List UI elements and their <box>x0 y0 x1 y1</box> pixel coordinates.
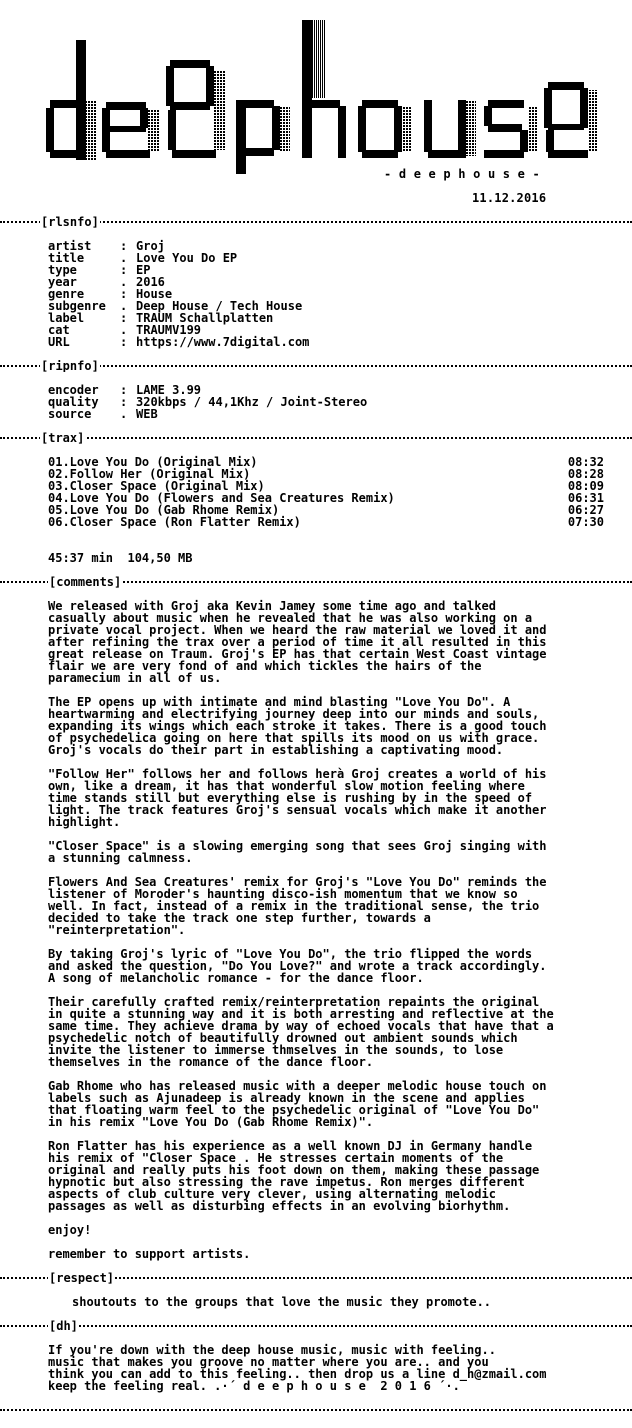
comment-paragraph: Their carefully crafted remix/reinterpretation repaints the original in quite a stunning way and it is both arresting and reflective at the same time. They achieve drama by way of echoed vocals that have that a psychedelic notch of beautifully drowned out ambient sounds which invite the listener to immerse thmselves in the sounds, to lose themselves in the romance of the dance floor. <box>48 995 554 1069</box>
info-separator: . <box>120 275 128 289</box>
info-key: type <box>48 263 77 277</box>
track-duration: 06:27 <box>567 503 604 517</box>
release-date: 11.12.2016 <box>472 191 547 205</box>
track-row <box>48 516 604 528</box>
info-value: 320kbps / 44,1Khz / Joint-Stereo <box>136 395 368 409</box>
subtitle: - d e e p h o u s e - <box>384 167 540 181</box>
section-comments <box>0 576 632 588</box>
info-separator: : <box>120 383 128 397</box>
section-label: [rlsnfo] <box>41 216 99 228</box>
section-label: [trax] <box>41 432 85 444</box>
info-separator: : <box>120 335 128 349</box>
info-row <box>48 396 614 408</box>
info-separator: : <box>120 287 128 301</box>
section-rlsnfo <box>0 216 632 228</box>
comment-paragraph: Flowers And Sea Creatures' remix for Groj's "Love You Do" reminds the listener of Moroder's haunting disco-ish momentum that we know so well. In fact, instead of a remix in the traditional sense, the trio decided to take the track one step further, towards a "reinterpretation". <box>48 875 547 937</box>
info-row <box>48 408 614 420</box>
info-value: House <box>136 287 173 301</box>
info-row <box>48 264 614 276</box>
track-title: 02.Follow Her (Original Mix) <box>48 467 251 481</box>
section-trax <box>0 432 632 444</box>
info-key: cat <box>48 323 70 337</box>
section-dh <box>0 1320 632 1332</box>
info-value: https://www.7digital.com <box>136 335 310 349</box>
info-separator: . <box>120 251 128 265</box>
section-ripnfo <box>0 360 632 372</box>
info-value: WEB <box>136 407 158 421</box>
track-title: 05.Love You Do (Gab Rhome Remix) <box>48 503 280 517</box>
track-title: 06.Closer Space (Ron Flatter Remix) <box>48 515 301 529</box>
rlsnfo-block <box>48 240 614 348</box>
section-label: [ripnfo] <box>41 360 99 372</box>
info-separator: : <box>120 311 128 325</box>
info-value: Love You Do EP <box>136 251 238 265</box>
info-key: URL <box>48 335 70 349</box>
info-row <box>48 276 614 288</box>
info-separator: : <box>120 239 128 253</box>
info-key: year <box>48 275 77 289</box>
comment-paragraph: Gab Rhome who has released music with a deeper melodic house touch on labels such as Ajunadeep is already known in the scene and applies that floating warm feel to the psychedelic original of "Love You Do" in his remix "Love You Do (Gab Rhome Remix)". <box>48 1079 547 1129</box>
track-duration: 08:32 <box>567 455 604 469</box>
info-value: Groj <box>136 239 165 253</box>
section-label: [respect] <box>49 1272 115 1284</box>
info-key: artist <box>48 239 92 253</box>
info-row <box>48 312 614 324</box>
info-value: LAME 3.99 <box>136 383 202 397</box>
deephouse-logo <box>40 20 600 180</box>
comment-paragraph: Ron Flatter has his experience as a well known DJ in Germany handle his remix of "Closer Space . He stresses certain moments of the original and really puts his foot down on them, making these passage hypnotic but also stressing the rave impetus. Ron merges different aspects of club culture very clever, using alternating melodic passages as well as disturbing effects in an evolving biorhythm. <box>48 1139 540 1213</box>
respect-text: shoutouts to the groups that love the music they promote.. <box>72 1295 492 1309</box>
info-separator: : <box>120 395 128 409</box>
comment-paragraph: "Closer Space" is a slowing emerging song that sees Groj singing with a stunning calmness. <box>48 839 547 865</box>
info-key: source <box>48 407 92 421</box>
comment-paragraph: remember to support artists. <box>48 1247 251 1261</box>
section-respect <box>0 1272 632 1284</box>
info-row <box>48 240 614 252</box>
info-row <box>48 336 614 348</box>
info-key: label <box>48 311 85 325</box>
info-value: Deep House / Tech House <box>136 299 303 313</box>
info-separator: : <box>120 263 128 277</box>
info-key: encoder <box>48 383 99 397</box>
track-duration: 08:28 <box>567 467 604 481</box>
ripnfo-block <box>48 384 614 420</box>
info-row <box>48 288 614 300</box>
info-row <box>48 252 614 264</box>
info-row <box>48 300 614 312</box>
track-duration: 08:09 <box>567 479 604 493</box>
comment-paragraph: The EP opens up with intimate and mind blasting "Love You Do". A heartwarming and electrifying journey deep into our minds and souls, expanding its wings which each stroke it takes. There is a good touch of psychedelica going on here that spills its mood on us with grace. Groj's vocals do their part in establishing a captivating mood. <box>48 695 547 757</box>
total-length: 45:37 min 104,50 MB <box>48 551 193 565</box>
track-title: 03.Closer Space (Original Mix) <box>48 479 265 493</box>
track-title: 01.Love You Do (Original Mix) <box>48 455 258 469</box>
comment-paragraph: We released with Groj aka Kevin Jamey some time ago and talked casually about music when he revealed that he was also working on a private vocal project. When we heard the raw material we loved it and after refining the trax over a period of time it all resulted in this great release on Traum. Groj's EP has that certain West Coast vintage flair we are very fond of and which tickles the hairs of the paramecium in all of us. <box>48 599 547 685</box>
info-key: genre <box>48 287 85 301</box>
section-label: [dh] <box>49 1320 78 1332</box>
info-key: title <box>48 251 85 265</box>
info-separator: . <box>120 299 128 313</box>
section-label: [comments] <box>49 576 122 588</box>
track-title: 04.Love You Do (Flowers and Sea Creatures Remix) <box>48 491 395 505</box>
comment-paragraph: enjoy! <box>48 1223 92 1237</box>
dh-text: If you're down with the deep house music, music with feeling.. music that makes you groove no matter where you are.. and you think you can add to this feeling.. then drop us a line d_h@zmail.com keep the feeling real. .·´ d e e p h o u s e 2 0 1 6 ´·. <box>48 1343 547 1393</box>
info-value: TRAUM Schallplatten <box>136 311 274 325</box>
info-row <box>48 324 614 336</box>
track-duration: 07:30 <box>567 515 604 529</box>
info-value: 2016 <box>136 275 165 289</box>
comment-paragraph: "Follow Her" follows her and follows herà Groj creates a world of his own, like a dream, it has that wonderful slow motion feeling where time stands still but everything else is rushing by in the speed of light. The track features Groj's sensual vocals which make it another highlight. <box>48 767 547 829</box>
info-key: subgenre <box>48 299 106 313</box>
info-key: quality <box>48 395 99 409</box>
info-separator: . <box>120 323 128 337</box>
footer-divider <box>0 1404 632 1416</box>
comment-paragraph: By taking Groj's lyric of "Love You Do", the trio flipped the words and asked the question, "Do You Love?" and wrote a track accordingly. A song of melancholic romance - for the dance floor. <box>48 947 547 985</box>
info-value: TRAUMV199 <box>136 323 202 337</box>
info-value: EP <box>136 263 151 277</box>
track-duration: 06:31 <box>567 491 604 505</box>
info-separator: . <box>120 407 128 421</box>
